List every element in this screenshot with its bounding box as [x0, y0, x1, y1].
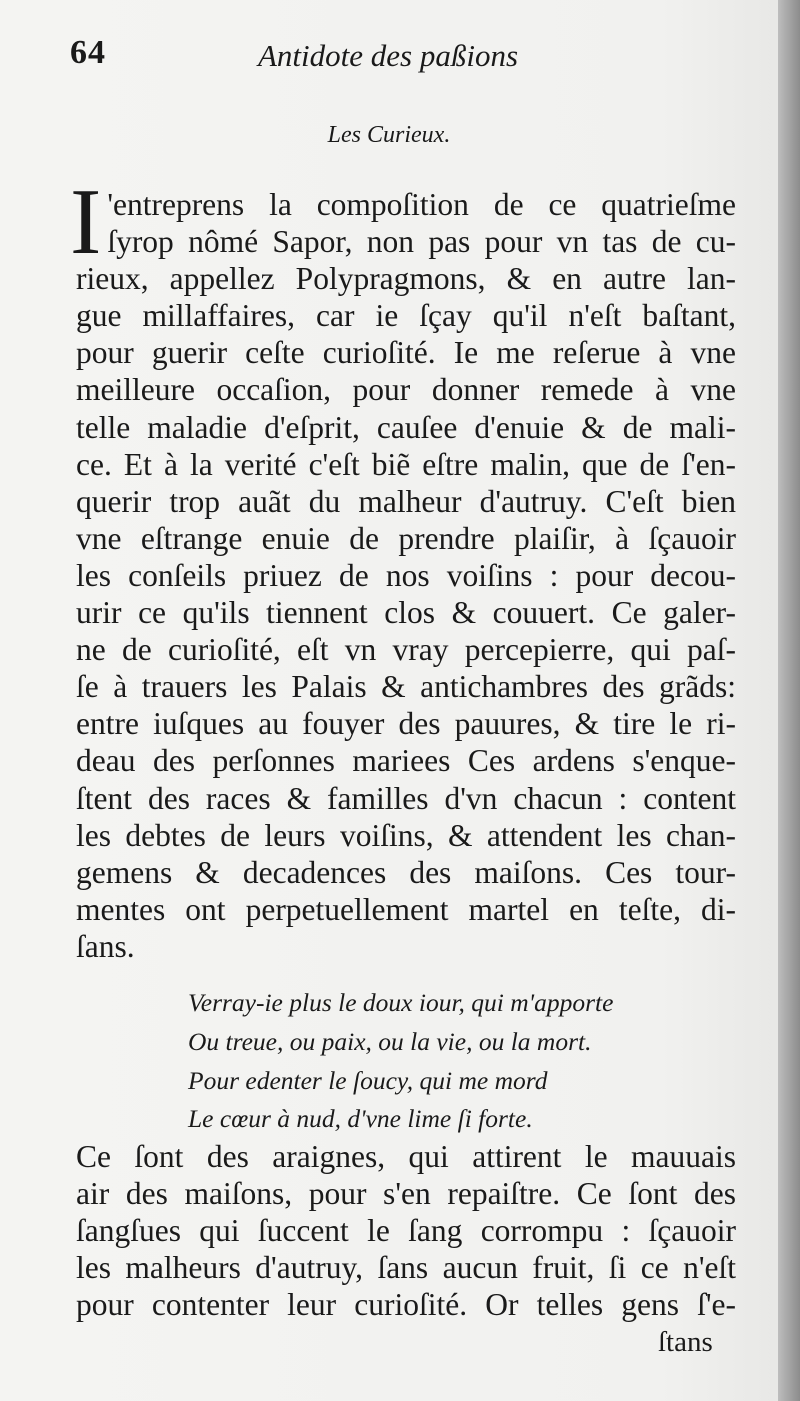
text-line: les debtes de leurs voiſins, & attendent les chan-	[76, 817, 736, 853]
verse-line: Verray-ie plus le doux iour, qui m'apporte	[188, 988, 614, 1017]
text-line: pour contenter leur curioſité. Or telles gens ſ'e-	[76, 1287, 736, 1323]
text-line: ſans.	[76, 928, 135, 964]
text-line: ſtent des races & familles d'vn chacun : content	[76, 780, 736, 816]
drop-cap: I	[70, 170, 102, 274]
text-line: les conſeils priuez de nos voiſins : pour decou-	[76, 557, 736, 593]
text-line: vne eſtrange enuie de prendre plaiſir, à ſçauoir	[76, 520, 736, 556]
paragraph-2	[76, 1138, 736, 1323]
text-line: les malheurs d'autruy, ſans aucun fruit, ſi ce n'eſt	[76, 1250, 736, 1286]
text-line: pour guerir ceſte curioſité. Ie me reſerue à vne	[76, 335, 736, 371]
verse-block	[188, 984, 688, 1139]
text-line: rieux, appellez Polypragmons, & en autre lan-	[76, 261, 736, 297]
text-line: air des maiſons, pour s'en repaiſtre. Ce ſont des	[76, 1176, 736, 1212]
text-line: ſangſues qui ſuccent le ſang corrompu : ſçauoir	[76, 1213, 736, 1249]
verse-line: Ou treue, ou paix, ou la vie, ou la mort.	[188, 1026, 592, 1056]
text-line: 'entreprens la compoſition de ce quatrieſme	[107, 187, 736, 222]
catchword: ſtans	[658, 1326, 713, 1358]
running-title: Antidote des paßions	[258, 38, 519, 73]
text-line: gemens & decadences des maiſons. Ces tour-	[76, 854, 736, 890]
text-line: gue millaffaires, car ie ſçay qu'il n'eſt baſtant,	[76, 298, 736, 334]
text-line: deau des perſonnes mariees Ces ardens s'enque-	[76, 743, 736, 779]
paragraph-1	[70, 170, 736, 965]
text-line: ce. Et à la verité c'eſt biẽ eſtre malin, que de ſ'en-	[76, 446, 736, 482]
section-title: Les Curieux.	[327, 122, 451, 148]
text-line: ſe à trauers les Palais & antichambres des grãds:	[76, 669, 736, 705]
page-header	[70, 34, 760, 84]
page-number: 64	[70, 34, 106, 71]
text-line: entre iuſques au fouyer des pauures, & tire le ri-	[76, 706, 736, 742]
text-line: ne de curioſité, eſt vn vray percepierre, qui paſ-	[76, 632, 736, 668]
verse-line: Le cœur à nud, d'vne lime ſi forte.	[188, 1104, 533, 1134]
verse-line: Pour edenter le ſoucy, qui me mord	[188, 1065, 548, 1095]
text-line: querir trop auãt du malheur d'autruy. C'eſt bien	[76, 483, 736, 519]
text-line: mentes ont perpetuellement martel en teſte, di-	[76, 891, 736, 927]
page-edge-shadow	[778, 0, 800, 1401]
text-line: ſyrop nômé Sapor, non pas pour vn tas de cu-	[107, 224, 736, 260]
text-line: urir ce qu'ils tiennent clos & couuert. Ce galer-	[76, 595, 736, 631]
text-line: telle maladie d'eſprit, cauſee d'enuie & de mali-	[76, 409, 736, 445]
text-line: Ce ſont des araignes, qui attirent le mauuais	[76, 1139, 736, 1174]
text-line: meilleure occaſion, pour donner remede à vne	[76, 372, 736, 408]
